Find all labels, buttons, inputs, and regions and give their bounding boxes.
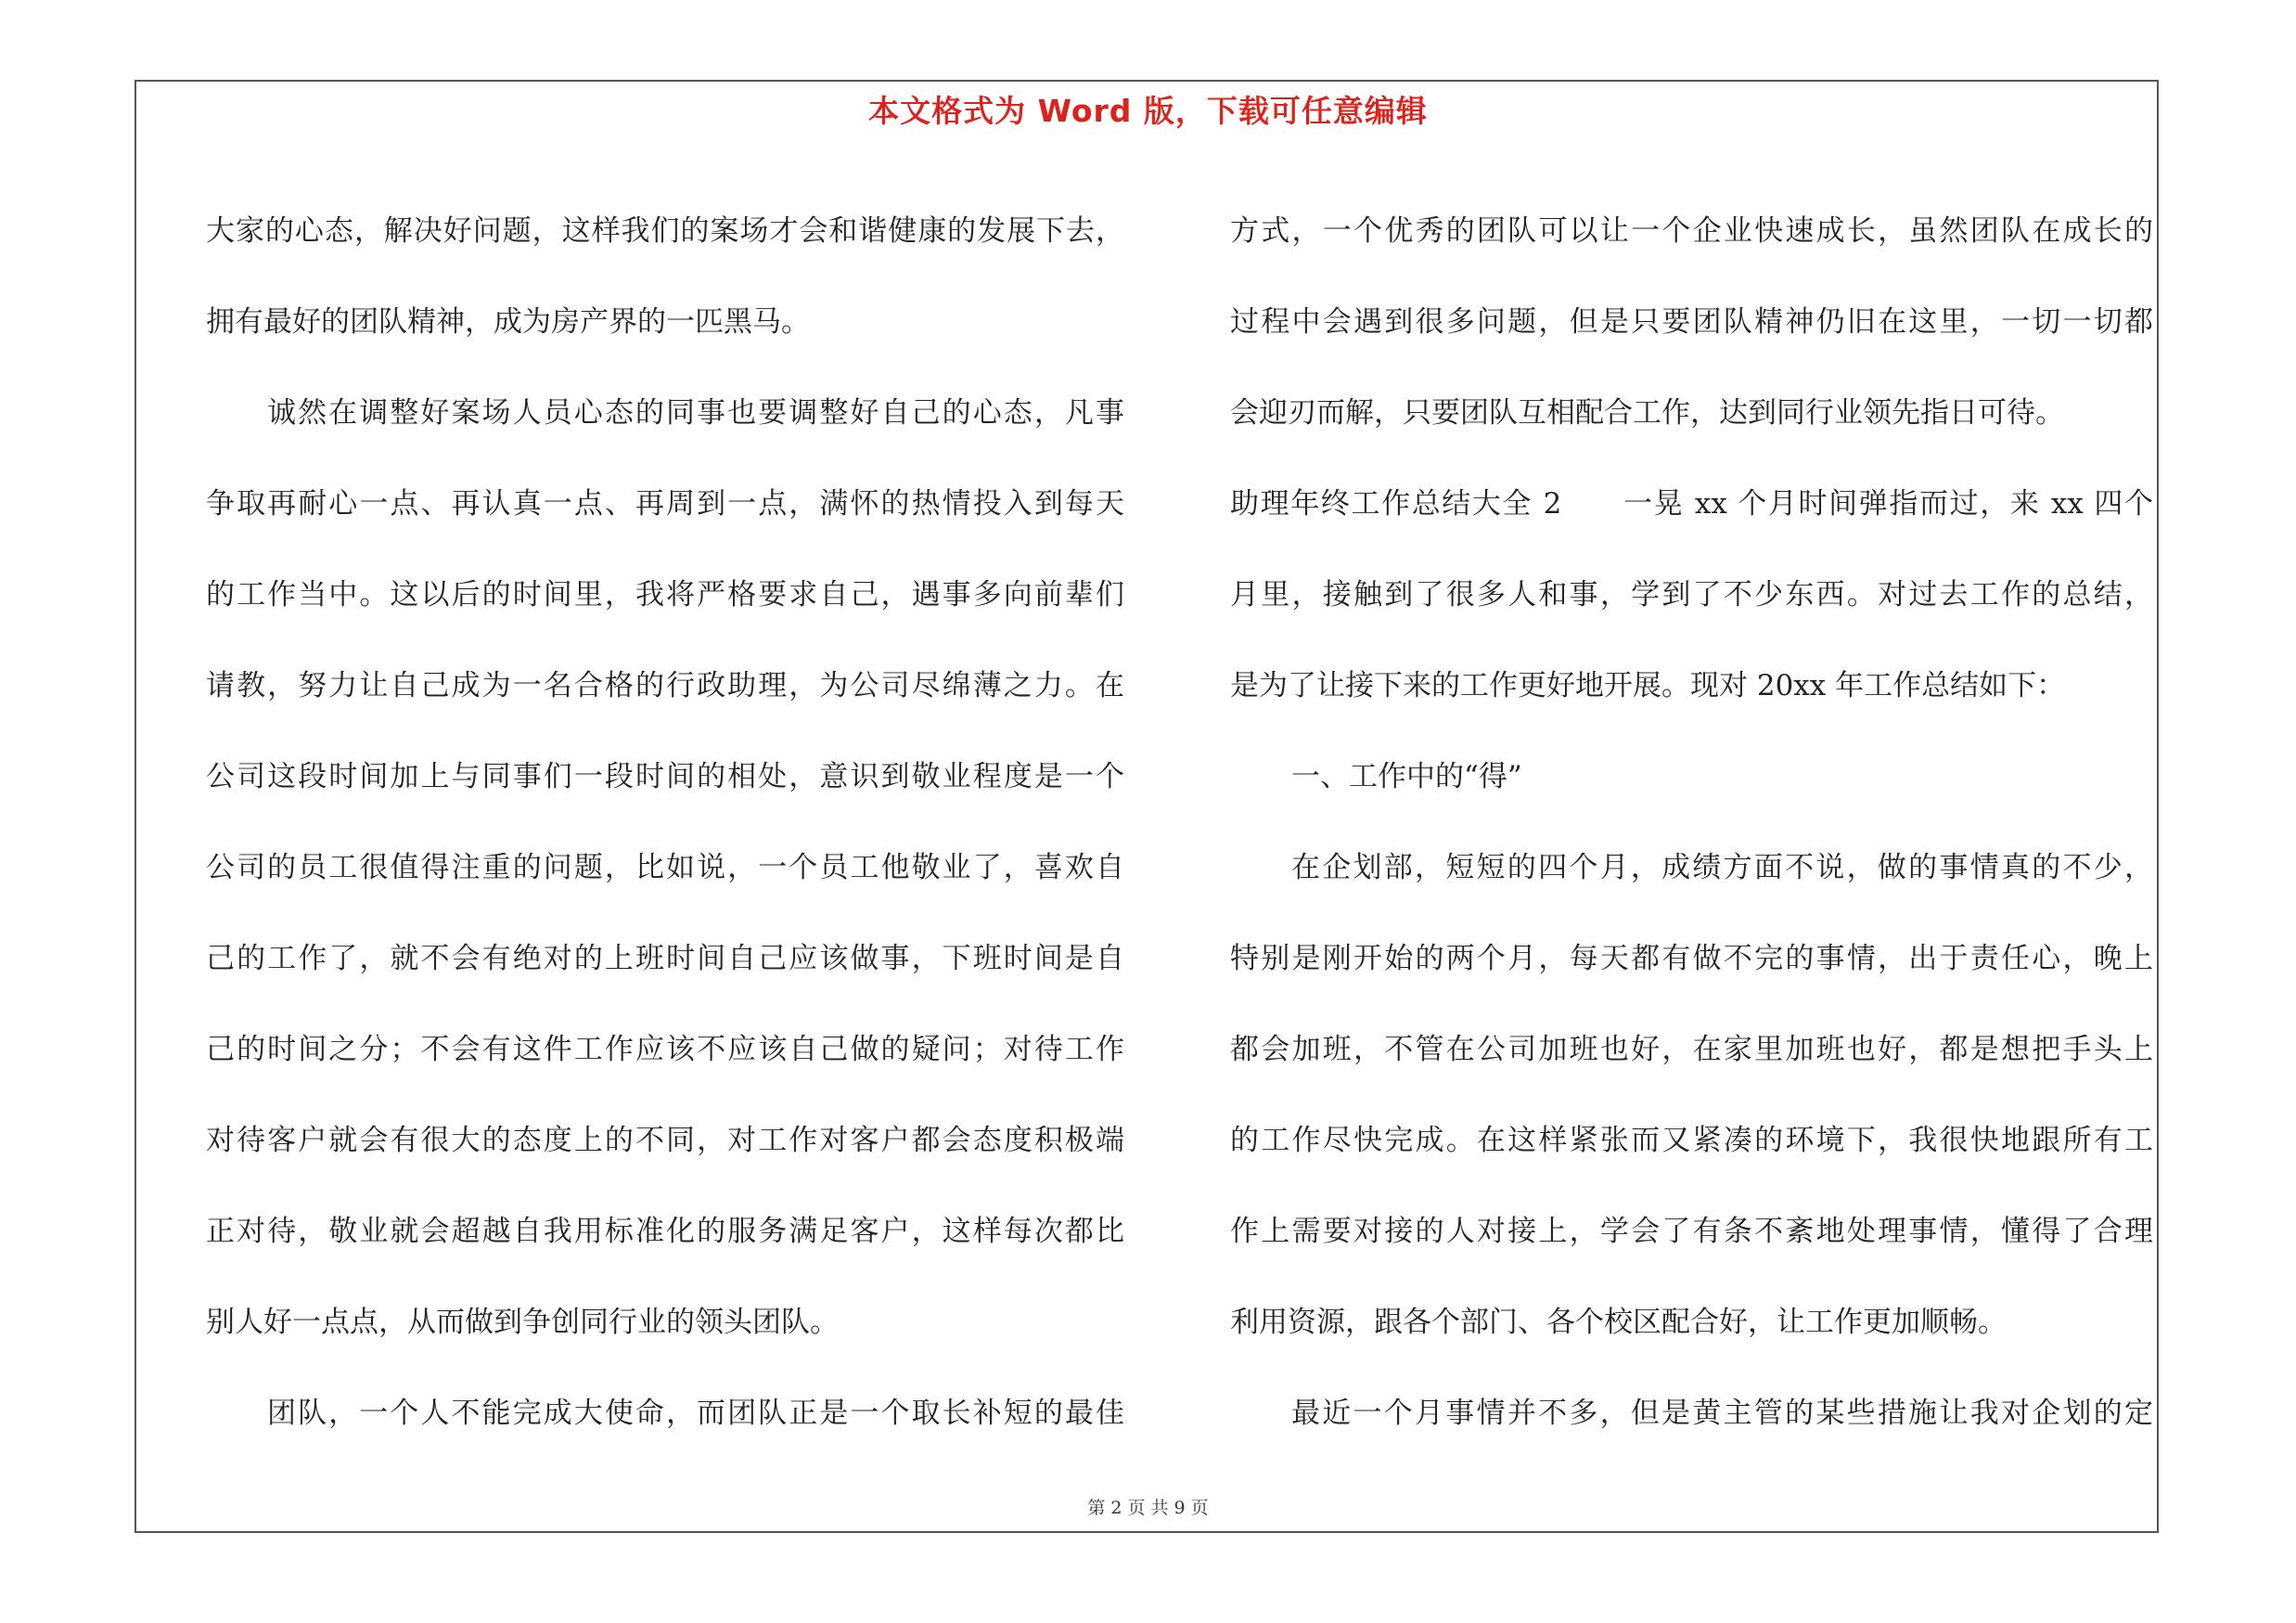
page-number-footer: 第 2 页 共 9 页	[1087, 1498, 1209, 1518]
text-line: 正对待，敬业就会超越自我用标准化的服务满足客户，这样每次都比	[206, 1215, 1124, 1248]
text-line: 的工作当中。这以后的时间里，我将严格要求自己，遇事多向前辈们	[206, 578, 1124, 612]
text-line: 诚然在调整好案场人员心态的同事也要调整好自己的心态，凡事	[267, 396, 1124, 430]
text-line: 在企划部，短短的四个月，成绩方面不说，做的事情真的不少，	[1291, 851, 2153, 884]
text-line: 都会加班，不管在公司加班也好，在家里加班也好，都是想把手头上	[1230, 1033, 2153, 1066]
text-line: 大家的心态，解决好问题，这样我们的案场才会和谐健康的发展下去，	[206, 214, 1124, 248]
format-banner: 本文格式为 Word 版，下载可任意编辑	[868, 93, 1428, 129]
text-line: 对待客户就会有很大的态度上的不同，对工作对客户都会态度积极端	[206, 1124, 1124, 1157]
text-line: 争取再耐心一点、再认真一点、再周到一点，满怀的热情投入到每天	[206, 487, 1124, 521]
text-line: 助理年终工作总结大全 2 一晃 xx 个月时间弹指而过，来 xx 四个	[1230, 487, 2153, 521]
text-line: 月里，接触到了很多人和事，学到了不少东西。对过去工作的总结，	[1230, 578, 2153, 612]
text-line: 请教，努力让自己成为一名合格的行政助理，为公司尽绵薄之力。在	[206, 669, 1124, 702]
text-line: 方式，一个优秀的团队可以让一个企业快速成长，虽然团队在成长的	[1230, 214, 2153, 248]
text-line: 团队，一个人不能完成大使命，而团队正是一个取长补短的最佳	[267, 1397, 1124, 1430]
text-line: 己的时间之分；不会有这件工作应该不应该自己做的疑问；对待工作	[206, 1033, 1124, 1066]
text-line: 过程中会遇到很多问题，但是只要团队精神仍旧在这里，一切一切都	[1230, 305, 2153, 339]
text-line: 特别是刚开始的两个月，每天都有做不完的事情，出于责任心，晚上	[1230, 942, 2153, 975]
left-text-column	[206, 186, 1124, 1459]
text-line: 利用资源，跟各个部门、各个校区配合好，让工作更加顺畅。	[1230, 1306, 2007, 1339]
text-line: 是为了让接下来的工作更好地开展。现对 20xx 年工作总结如下：	[1230, 669, 2066, 702]
text-line: 会迎刃而解，只要团队互相配合工作，达到同行业领先指日可待。	[1230, 396, 2064, 430]
text-line: 公司的员工很值得注重的问题，比如说，一个员工他敬业了，喜欢自	[206, 851, 1124, 884]
text-line: 作上需要对接的人对接上，学会了有条不紊地处理事情，懂得了合理	[1230, 1215, 2153, 1248]
text-line: 别人好一点点，从而做到争创同行业的领头团队。	[206, 1306, 839, 1339]
text-line: 的工作尽快完成。在这样紧张而又紧凑的环境下，我很快地跟所有工	[1230, 1124, 2153, 1157]
text-line: 最近一个月事情并不多，但是黄主管的某些措施让我对企划的定	[1291, 1397, 2153, 1430]
text-line: 拥有最好的团队精神，成为房产界的一匹黑马。	[206, 305, 810, 339]
text-line: 一、工作中的“得”	[1291, 760, 1522, 793]
text-line: 己的工作了，就不会有绝对的上班时间自己应该做事，下班时间是自	[206, 942, 1124, 975]
right-text-column	[1230, 186, 2153, 1459]
text-line: 公司这段时间加上与同事们一段时间的相处，意识到敬业程度是一个	[206, 760, 1124, 793]
